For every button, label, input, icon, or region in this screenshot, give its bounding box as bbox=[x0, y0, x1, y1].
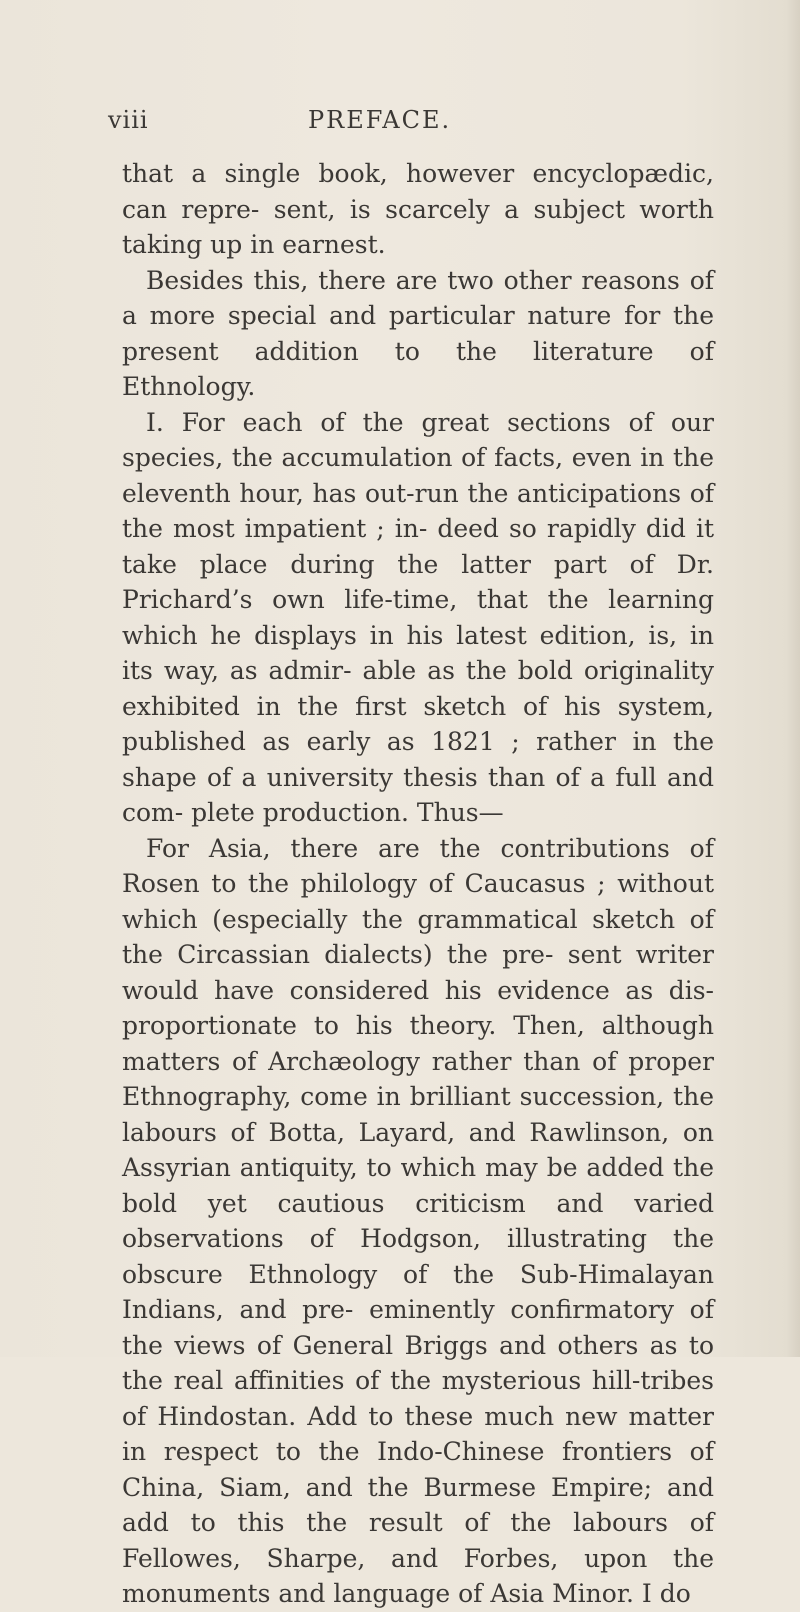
paragraph-asia: For Asia, there are the contributions of Rosen to the philology of Caucasus ; without which (especially the grammatical sketch of the Circassian dialects) the pre- sent writer would have considered his evidence as dis- proportionate to his theory. Then, although matters of Archæology rather than of proper Ethnography, come in brilliant succession, the labours of Botta, Layard, and Rawlinson, on Assyrian antiquity, to which may be added the bold yet cautious criticism and varied observations of Hodgson, illustrating the obscure Ethnology of the Sub-Himalayan Indians, and pre- eminently confirmatory of the views of General Briggs and others as to the real affinities of the mysterious hill-tribes of Hindostan. Add to these much new matter in respect to the Indo-Chinese frontiers of China, Siam, and the Burmese Empire; and add to this the result of the labours of Fellowes, Sharpe, and Forbes, upon the monuments and language of Asia Minor. I do bbox=[122, 833, 714, 1608]
paragraph-continuation: that a single book, however encyclopædic, can repre- sent, is scarcely a subject worth taking up in earnest. bbox=[122, 159, 714, 259]
body-text bbox=[122, 156, 714, 1612]
paragraph-besides: Besides this, there are two other reasons of a more special and particular nature for the present addition to the literature of Ethnology. bbox=[122, 265, 714, 401]
running-head bbox=[108, 106, 708, 136]
paragraph-section-one: I. For each of the great sections of our species, the accumulation of facts, even in the eleventh hour, has out-run the anticipations of the most impatient ; in- deed so rapidly did it take place during the latter part of Dr. Prichard’s own life-time, that the learning which he displays in his latest edition, is, in its way, as admir- able as the bold originality exhibited in the first sketch of his system, published as early as 1821 ; rather in the shape of a university thesis than of a full and com- plete production. Thus— bbox=[122, 407, 714, 827]
page-title: PREFACE. bbox=[308, 106, 452, 134]
page-number: viii bbox=[108, 106, 149, 134]
